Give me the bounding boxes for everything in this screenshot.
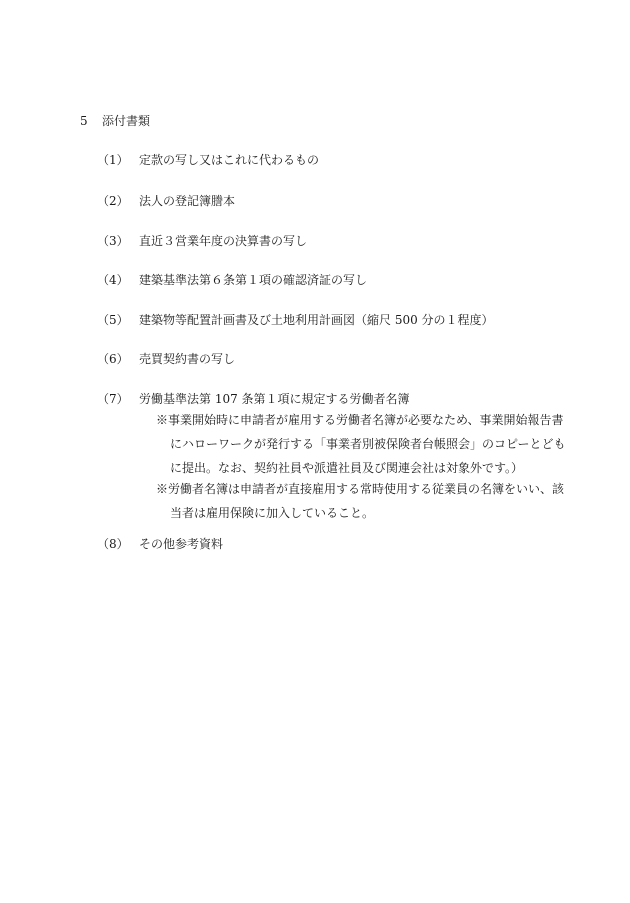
item-text: その他参考資料 bbox=[139, 537, 224, 551]
item-number: （2） bbox=[97, 194, 129, 208]
item-number: （6） bbox=[97, 352, 129, 366]
item-number: （1） bbox=[97, 153, 129, 167]
item-number: （8） bbox=[97, 537, 129, 551]
section-number: 5 bbox=[80, 114, 88, 128]
note-line: ※事業開始時に申請者が雇用する労働者名簿が必要なため、事業開始報告書 bbox=[156, 413, 564, 427]
list-item bbox=[97, 195, 235, 207]
section-heading bbox=[80, 115, 150, 127]
item-text: 建築物等配置計画書及び土地利用計画図（縮尺 500 分の１程度） bbox=[139, 313, 494, 327]
section-title: 添付書類 bbox=[102, 114, 151, 128]
note-line: に提出。なお、契約社員や派遣社員及び関連会社は対象外です。） bbox=[170, 461, 524, 475]
note-line: にハローワークが発行する「事業者別被保険者台帳照会」のコピーとども bbox=[170, 437, 566, 451]
item-number: （5） bbox=[97, 313, 129, 327]
list-item bbox=[97, 314, 494, 326]
item-text: 直近３営業年度の決算書の写し bbox=[139, 234, 308, 248]
item-text: 労働基準法第 107 条第１項に規定する労働者名簿 bbox=[139, 392, 410, 406]
item-text: 売買契約書の写し bbox=[139, 352, 236, 366]
item-number: （4） bbox=[97, 273, 129, 287]
list-item bbox=[97, 393, 410, 405]
list-item bbox=[97, 235, 307, 247]
list-item bbox=[97, 274, 367, 286]
list-item bbox=[97, 538, 223, 550]
item-text: 建築基準法第６条第１項の確認済証の写し bbox=[139, 273, 368, 287]
note-direct-employment bbox=[156, 477, 565, 525]
list-item bbox=[97, 154, 319, 166]
item-number: （7） bbox=[97, 392, 129, 406]
list-item bbox=[97, 353, 235, 365]
note-employee-register bbox=[156, 408, 566, 480]
item-number: （3） bbox=[97, 234, 129, 248]
item-text: 法人の登記簿謄本 bbox=[139, 194, 236, 208]
note-line: ※労働者名簿は申請者が直接雇用する常時使用する従業員の名簿をいい、該 bbox=[156, 482, 565, 496]
item-text: 定款の写し又はこれに代わるもの bbox=[139, 153, 320, 167]
note-line: 当者は雇用保険に加入していること。 bbox=[170, 506, 375, 520]
